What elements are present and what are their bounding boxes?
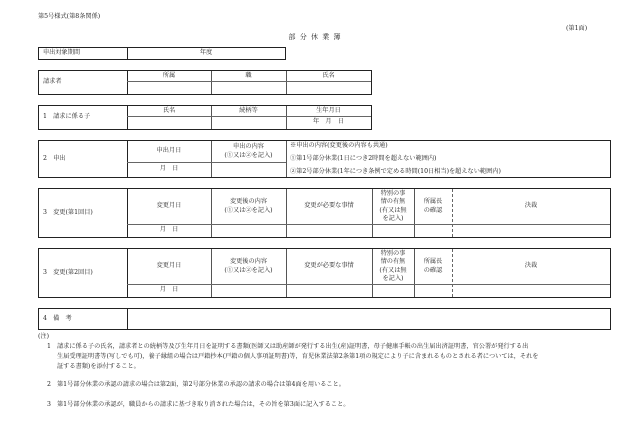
note-2-line1: 第1号部分休業の承認の請求の場合は第2面，第2号部分休業の承認の請求の場合は第4面を用いること。: [57, 381, 345, 388]
child-table: [38, 105, 372, 130]
child-name-field[interactable]: [127, 116, 211, 129]
note-2-number: 2: [47, 381, 51, 388]
child-relation-field[interactable]: [211, 116, 286, 129]
child-label: 1 請求に係る子: [43, 113, 91, 121]
period-table: [38, 47, 286, 60]
change-1-confirm-line2: の確認: [423, 206, 443, 214]
change-1-special-line3: (有又は無: [379, 206, 407, 214]
application-date-header: 申出月日: [156, 147, 182, 155]
change-2-special-line4: を記入): [382, 274, 404, 282]
change-1-date-field[interactable]: 月 日: [159, 226, 179, 234]
change-2-confirm-line1: 所属長: [423, 258, 443, 266]
note-3-number: 3: [47, 401, 51, 408]
change-2-content-field[interactable]: [211, 284, 286, 297]
note-1-line3: 証する書類)を添付すること。: [57, 363, 140, 370]
child-col-name: 氏名: [162, 106, 176, 114]
change-1-decision-header: 決裁: [524, 202, 538, 210]
page-title: 部 分 休 業 簿: [288, 33, 342, 41]
child-col-relation: 続柄等: [239, 106, 258, 114]
application-content-field[interactable]: [211, 162, 286, 177]
change-2-content-header-line2: (①又は②を記入): [224, 266, 273, 274]
period-field[interactable]: 年度: [199, 49, 213, 57]
note-1-line1: 請求に係る子の氏名，請求者との続柄等及び生年月日を証明する書類(医師又は助産師が発行する出生(産)証明書，母子健康手帳の出生届出済証明書，官公署が発行する出: [57, 343, 529, 350]
application-content-header: [211, 141, 286, 162]
requester-position-field[interactable]: [211, 81, 286, 94]
application-note-option2: ②第2号部分休業(1年につき条例で定める時間(10日相当)を超えない範囲内): [290, 168, 501, 175]
change-1-reason-header: 変更が必要な事情: [304, 202, 354, 210]
change-1-reason-field[interactable]: [286, 224, 372, 237]
change-1-label: 3 変更(第1回目): [43, 208, 93, 216]
change-2-reason-header: 変更が必要な事情: [304, 262, 354, 270]
change-2-reason-field[interactable]: [286, 284, 372, 297]
requester-label: 請求者: [43, 78, 62, 86]
requester-col-affiliation: 所属: [162, 71, 176, 79]
requester-col-position: 職: [245, 71, 252, 79]
application-note-heading: ※申出の内容(変更後の内容も共通): [290, 142, 388, 149]
note-3-line1: 第1号部分休業の承認が，職員からの請求に基づき取り消された場合は，その旨を第3面に記入すること。: [57, 401, 350, 408]
change-1-special-header: [372, 189, 414, 224]
change-2-label: 3 変更(第2回目): [43, 268, 93, 276]
change-1-content-header-line1: 変更後の内容: [229, 198, 268, 206]
change-2-date-header: 変更月日: [156, 262, 182, 270]
change-1-table: [38, 188, 611, 238]
change-2-decision-field[interactable]: [452, 284, 610, 297]
note-1-number: 1: [47, 343, 51, 350]
requester-table: [38, 70, 372, 95]
note-1-line2: 生届受理証明書等(写しでも可)，養子縁組の場合は戸籍抄本(戸籍の個人事項証明書)等，育児休業法第2条第1項の規定により子に含まれるものとされる者については，それを: [57, 353, 539, 360]
change-2-special-field[interactable]: [372, 284, 414, 297]
change-2-confirm-line2: の確認: [423, 266, 443, 274]
change-2-confirm-field[interactable]: [414, 284, 452, 297]
period-label: 申出対象期間: [43, 49, 81, 57]
change-1-confirm-header: [414, 189, 452, 224]
change-1-confirm-line1: 所属長: [423, 198, 443, 206]
application-note-option1: ①第1号部分休業(1日につき2時間を超えない範囲内): [290, 155, 437, 162]
application-content-header-line1: 申出の内容: [233, 143, 264, 151]
form-number: 第5号様式(第8条関係): [38, 13, 101, 20]
change-1-special-line4: を記入): [382, 214, 404, 222]
requester-col-name: 氏名: [322, 71, 335, 79]
change-1-decision-field[interactable]: [452, 224, 610, 237]
child-birthdate-field[interactable]: 年 月 日: [313, 118, 344, 126]
change-1-special-line1: 特別の事: [380, 190, 406, 198]
change-2-confirm-header: [414, 249, 452, 284]
change-1-content-header-line2: (①又は②を記入): [224, 206, 273, 214]
change-2-content-header: [211, 249, 286, 284]
application-label: 2 申出: [43, 154, 66, 162]
requester-name-field[interactable]: [286, 81, 371, 94]
change-1-date-header: 変更月日: [156, 202, 182, 210]
change-2-special-line1: 特別の事: [380, 250, 406, 258]
change-2-table: [38, 248, 611, 298]
remarks-table: [38, 308, 611, 330]
change-2-date-field[interactable]: 月 日: [159, 286, 179, 294]
change-2-content-header-line1: 変更後の内容: [229, 258, 268, 266]
application-date-field[interactable]: 月 日: [159, 165, 179, 173]
child-col-birthdate: 生年月日: [316, 106, 341, 114]
application-table: [38, 140, 611, 178]
change-1-confirm-field[interactable]: [414, 224, 452, 237]
change-2-special-line3: (有又は無: [379, 266, 407, 274]
change-1-content-field[interactable]: [211, 224, 286, 237]
change-2-special-header: [372, 249, 414, 284]
page-label: (第1面): [566, 25, 588, 32]
change-2-decision-header: 決裁: [524, 262, 538, 270]
requester-affiliation-field[interactable]: [127, 81, 211, 94]
remarks-label: 4 備 考: [43, 314, 72, 322]
change-1-special-line2: 情の有無: [380, 198, 406, 206]
change-1-special-field[interactable]: [372, 224, 414, 237]
remarks-field[interactable]: [127, 309, 610, 329]
change-2-special-line2: 情の有無: [380, 258, 406, 266]
application-content-header-line2: (①又は②を記入): [224, 151, 273, 159]
change-1-content-header: [211, 189, 286, 224]
notes-heading: (注): [38, 333, 50, 340]
